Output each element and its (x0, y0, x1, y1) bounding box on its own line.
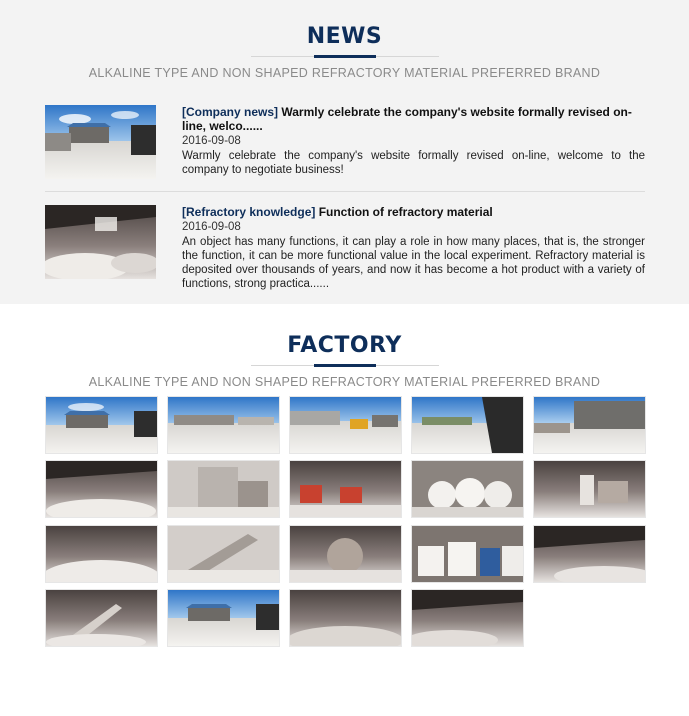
news-headline-link[interactable]: Warmly celebrate the company's website formally revised on-line, welco...... (182, 105, 632, 133)
factory-photo[interactable] (290, 397, 401, 453)
news-thumbnail[interactable] (45, 105, 156, 179)
factory-subtitle: ALKALINE TYPE AND NON SHAPED REFRACTORY MATERIAL PREFERRED BRAND (88, 375, 601, 389)
news-description: Warmly celebrate the company's website formally revised on-line, welcome to the company to negotiate business! (182, 150, 645, 176)
news-category-link[interactable]: [Company news] (182, 105, 279, 119)
factory-photo[interactable] (412, 397, 523, 453)
factory-photo[interactable] (46, 526, 157, 582)
news-title-accent (314, 55, 376, 58)
news-category-link[interactable]: [Refractory knowledge] (182, 205, 316, 219)
factory-photo[interactable] (46, 397, 157, 453)
factory-photo[interactable] (168, 461, 279, 517)
factory-photo[interactable] (290, 526, 401, 582)
news-date: 2016-09-08 (182, 221, 241, 233)
news-description: An object has many functions, it can play a role in how many places, that is, the stronger the function, it can be more functional value in the local experiment. Refractory material is deposited over thousands of years, and now it has become a hot product with a variety of functions, strong practica...... (182, 236, 645, 290)
factory-photo[interactable] (46, 461, 157, 517)
factory-photo[interactable] (534, 526, 645, 582)
factory-photo[interactable] (290, 590, 401, 646)
factory-title: FACTORY (287, 333, 402, 358)
news-thumbnail[interactable] (45, 205, 156, 279)
factory-photo[interactable] (290, 461, 401, 517)
news-title: NEWS (306, 24, 383, 49)
factory-photo[interactable] (534, 461, 645, 517)
news-headline-link[interactable]: Function of refractory material (315, 205, 493, 219)
news-subtitle: ALKALINE TYPE AND NON SHAPED REFRACTORY MATERIAL PREFERRED BRAND (88, 66, 601, 80)
factory-photo[interactable] (168, 397, 279, 453)
news-date: 2016-09-08 (182, 135, 241, 147)
news-section (0, 0, 689, 304)
factory-photo[interactable] (412, 590, 523, 646)
factory-photo[interactable] (46, 590, 157, 646)
factory-photo[interactable] (412, 526, 523, 582)
factory-title-accent (314, 364, 376, 367)
factory-photo[interactable] (534, 397, 645, 453)
factory-photo[interactable] (168, 590, 279, 646)
news-divider (45, 191, 645, 192)
factory-photo[interactable] (412, 461, 523, 517)
factory-photo[interactable] (168, 526, 279, 582)
